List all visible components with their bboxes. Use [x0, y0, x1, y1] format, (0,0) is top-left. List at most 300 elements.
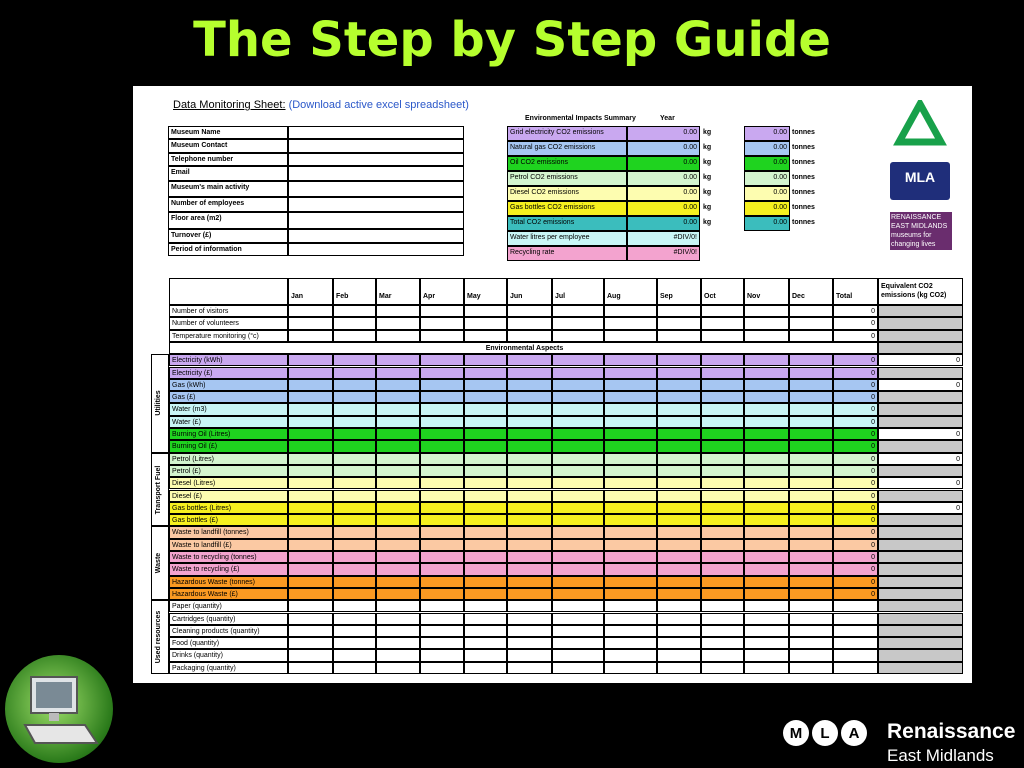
data-row-month-cell[interactable]: [789, 391, 833, 403]
data-row-month-cell[interactable]: [288, 662, 333, 674]
data-row-month-cell[interactable]: [333, 367, 376, 379]
data-row-month-cell[interactable]: [744, 403, 789, 415]
data-row-month-cell[interactable]: [376, 465, 420, 477]
data-row-month-cell[interactable]: [464, 367, 507, 379]
data-row-month-cell[interactable]: [507, 539, 552, 551]
data-row-month-cell[interactable]: [464, 662, 507, 674]
top-row-month-cell[interactable]: [333, 330, 376, 342]
data-row-month-cell[interactable]: [288, 613, 333, 625]
info-input[interactable]: [288, 126, 464, 139]
data-row-month-cell[interactable]: [604, 490, 657, 502]
data-row-month-cell[interactable]: [333, 526, 376, 538]
data-row-month-cell[interactable]: [464, 637, 507, 649]
data-row-month-cell[interactable]: [507, 576, 552, 588]
data-row-month-cell[interactable]: [657, 367, 701, 379]
data-row-month-cell[interactable]: [744, 637, 789, 649]
data-row-month-cell[interactable]: [507, 613, 552, 625]
data-row-month-cell[interactable]: [288, 600, 333, 612]
data-row-month-cell[interactable]: [552, 391, 604, 403]
data-row-month-cell[interactable]: [657, 453, 701, 465]
data-row-month-cell[interactable]: [552, 563, 604, 575]
data-row-month-cell[interactable]: [701, 588, 744, 600]
data-row-month-cell[interactable]: [789, 526, 833, 538]
data-row-month-cell[interactable]: [507, 391, 552, 403]
data-row-month-cell[interactable]: [657, 514, 701, 526]
data-row-month-cell[interactable]: [288, 453, 333, 465]
data-row-month-cell[interactable]: [420, 379, 464, 391]
data-row-month-cell[interactable]: [789, 563, 833, 575]
top-row-month-cell[interactable]: [744, 305, 789, 317]
data-row-month-cell[interactable]: [333, 403, 376, 415]
data-row-month-cell[interactable]: [744, 588, 789, 600]
top-row-month-cell[interactable]: [789, 330, 833, 342]
data-row-month-cell[interactable]: [507, 379, 552, 391]
data-row-month-cell[interactable]: [789, 428, 833, 440]
info-input[interactable]: [288, 243, 464, 256]
data-row-month-cell[interactable]: [789, 354, 833, 366]
info-input[interactable]: [288, 197, 464, 212]
data-row-month-cell[interactable]: [333, 416, 376, 428]
data-row-month-cell[interactable]: [604, 649, 657, 661]
data-row-month-cell[interactable]: [507, 477, 552, 489]
data-row-month-cell[interactable]: [333, 563, 376, 575]
data-row-month-cell[interactable]: [789, 649, 833, 661]
data-row-month-cell[interactable]: [420, 637, 464, 649]
data-row-month-cell[interactable]: [701, 613, 744, 625]
data-row-month-cell[interactable]: [420, 551, 464, 563]
data-row-month-cell[interactable]: [552, 526, 604, 538]
data-row-month-cell[interactable]: [288, 379, 333, 391]
data-row-month-cell[interactable]: [701, 526, 744, 538]
data-row-month-cell[interactable]: [464, 600, 507, 612]
data-row-month-cell[interactable]: [420, 440, 464, 452]
data-row-month-cell[interactable]: [604, 367, 657, 379]
data-row-month-cell[interactable]: [552, 367, 604, 379]
data-row-month-cell[interactable]: [657, 428, 701, 440]
data-row-month-cell[interactable]: [507, 367, 552, 379]
data-row-month-cell[interactable]: [507, 465, 552, 477]
data-row-month-cell[interactable]: [333, 490, 376, 502]
data-row-month-cell[interactable]: [507, 440, 552, 452]
data-row-month-cell[interactable]: [464, 514, 507, 526]
data-row-month-cell[interactable]: [333, 539, 376, 551]
data-row-month-cell[interactable]: [376, 354, 420, 366]
data-row-month-cell[interactable]: [701, 367, 744, 379]
data-row-month-cell[interactable]: [376, 576, 420, 588]
data-row-month-cell[interactable]: [604, 613, 657, 625]
top-row-month-cell[interactable]: [464, 317, 507, 329]
data-row-month-cell[interactable]: [420, 576, 464, 588]
data-row-month-cell[interactable]: [657, 416, 701, 428]
data-row-month-cell[interactable]: [604, 440, 657, 452]
data-row-month-cell[interactable]: [657, 379, 701, 391]
data-row-month-cell[interactable]: [789, 379, 833, 391]
data-row-month-cell[interactable]: [604, 563, 657, 575]
data-row-month-cell[interactable]: [657, 588, 701, 600]
data-row-month-cell[interactable]: [288, 514, 333, 526]
data-row-month-cell[interactable]: [376, 551, 420, 563]
data-row-month-cell[interactable]: [376, 514, 420, 526]
data-row-month-cell[interactable]: [701, 403, 744, 415]
data-row-month-cell[interactable]: [376, 649, 420, 661]
data-row-month-cell[interactable]: [744, 600, 789, 612]
data-row-month-cell[interactable]: [552, 416, 604, 428]
data-row-month-cell[interactable]: [507, 600, 552, 612]
data-row-month-cell[interactable]: [744, 502, 789, 514]
data-row-month-cell[interactable]: [744, 453, 789, 465]
data-row-month-cell[interactable]: [657, 477, 701, 489]
data-row-month-cell[interactable]: [507, 662, 552, 674]
data-row-month-cell[interactable]: [604, 625, 657, 637]
data-row-month-cell[interactable]: [552, 403, 604, 415]
data-row-month-cell[interactable]: [464, 453, 507, 465]
data-row-month-cell[interactable]: [333, 354, 376, 366]
data-row-month-cell[interactable]: [333, 600, 376, 612]
data-row-month-cell[interactable]: [288, 526, 333, 538]
data-row-month-cell[interactable]: [288, 403, 333, 415]
top-row-month-cell[interactable]: [420, 330, 464, 342]
data-row-month-cell[interactable]: [333, 551, 376, 563]
data-row-month-cell[interactable]: [464, 539, 507, 551]
data-row-month-cell[interactable]: [744, 416, 789, 428]
data-row-month-cell[interactable]: [420, 490, 464, 502]
data-row-month-cell[interactable]: [744, 526, 789, 538]
data-row-month-cell[interactable]: [464, 576, 507, 588]
data-row-month-cell[interactable]: [701, 649, 744, 661]
data-row-month-cell[interactable]: [701, 477, 744, 489]
data-row-month-cell[interactable]: [288, 588, 333, 600]
data-row-month-cell[interactable]: [552, 662, 604, 674]
data-row-month-cell[interactable]: [464, 649, 507, 661]
data-row-month-cell[interactable]: [464, 625, 507, 637]
data-row-month-cell[interactable]: [789, 440, 833, 452]
top-row-month-cell[interactable]: [604, 330, 657, 342]
top-row-month-cell[interactable]: [552, 330, 604, 342]
data-row-month-cell[interactable]: [333, 453, 376, 465]
data-row-month-cell[interactable]: [288, 428, 333, 440]
data-row-month-cell[interactable]: [464, 440, 507, 452]
top-row-month-cell[interactable]: [789, 317, 833, 329]
data-row-month-cell[interactable]: [507, 649, 552, 661]
data-row-month-cell[interactable]: [604, 526, 657, 538]
data-row-month-cell[interactable]: [288, 465, 333, 477]
data-row-month-cell[interactable]: [701, 576, 744, 588]
data-row-month-cell[interactable]: [376, 526, 420, 538]
data-row-month-cell[interactable]: [288, 625, 333, 637]
data-row-month-cell[interactable]: [744, 649, 789, 661]
data-row-month-cell[interactable]: [507, 526, 552, 538]
data-row-month-cell[interactable]: [744, 625, 789, 637]
data-row-month-cell[interactable]: [376, 477, 420, 489]
data-row-month-cell[interactable]: [333, 465, 376, 477]
data-row-month-cell[interactable]: [507, 588, 552, 600]
data-row-month-cell[interactable]: [376, 391, 420, 403]
top-row-month-cell[interactable]: [376, 317, 420, 329]
data-row-month-cell[interactable]: [657, 637, 701, 649]
data-row-month-cell[interactable]: [657, 526, 701, 538]
data-row-month-cell[interactable]: [701, 662, 744, 674]
data-row-month-cell[interactable]: [507, 563, 552, 575]
data-row-month-cell[interactable]: [288, 539, 333, 551]
data-row-month-cell[interactable]: [789, 367, 833, 379]
data-row-month-cell[interactable]: [420, 367, 464, 379]
data-row-month-cell[interactable]: [420, 539, 464, 551]
data-row-month-cell[interactable]: [744, 551, 789, 563]
info-input[interactable]: [288, 181, 464, 197]
data-row-month-cell[interactable]: [420, 403, 464, 415]
data-row-month-cell[interactable]: [420, 625, 464, 637]
data-row-month-cell[interactable]: [552, 354, 604, 366]
top-row-month-cell[interactable]: [464, 330, 507, 342]
data-row-month-cell[interactable]: [376, 440, 420, 452]
data-row-month-cell[interactable]: [604, 354, 657, 366]
data-row-month-cell[interactable]: [657, 539, 701, 551]
data-row-month-cell[interactable]: [376, 453, 420, 465]
data-row-month-cell[interactable]: [701, 625, 744, 637]
data-row-month-cell[interactable]: [744, 440, 789, 452]
data-row-month-cell[interactable]: [789, 403, 833, 415]
info-input[interactable]: [288, 229, 464, 243]
data-row-month-cell[interactable]: [333, 428, 376, 440]
data-row-month-cell[interactable]: [376, 625, 420, 637]
data-row-month-cell[interactable]: [744, 490, 789, 502]
data-row-month-cell[interactable]: [604, 576, 657, 588]
top-row-month-cell[interactable]: [376, 330, 420, 342]
data-row-month-cell[interactable]: [701, 600, 744, 612]
data-row-month-cell[interactable]: [420, 526, 464, 538]
data-row-month-cell[interactable]: [376, 490, 420, 502]
data-row-month-cell[interactable]: [464, 391, 507, 403]
data-row-month-cell[interactable]: [507, 625, 552, 637]
top-row-month-cell[interactable]: [552, 305, 604, 317]
data-row-month-cell[interactable]: [376, 379, 420, 391]
data-row-month-cell[interactable]: [701, 465, 744, 477]
data-row-month-cell[interactable]: [789, 453, 833, 465]
data-row-month-cell[interactable]: [552, 600, 604, 612]
top-row-month-cell[interactable]: [420, 305, 464, 317]
data-row-month-cell[interactable]: [507, 403, 552, 415]
top-row-month-cell[interactable]: [701, 305, 744, 317]
top-row-month-cell[interactable]: [552, 317, 604, 329]
data-row-month-cell[interactable]: [552, 440, 604, 452]
data-row-month-cell[interactable]: [604, 391, 657, 403]
data-row-month-cell[interactable]: [420, 514, 464, 526]
data-row-month-cell[interactable]: [789, 514, 833, 526]
data-row-month-cell[interactable]: [507, 453, 552, 465]
top-row-month-cell[interactable]: [657, 330, 701, 342]
data-row-month-cell[interactable]: [701, 379, 744, 391]
data-row-month-cell[interactable]: [789, 416, 833, 428]
data-row-month-cell[interactable]: [376, 416, 420, 428]
data-row-month-cell[interactable]: [744, 428, 789, 440]
data-row-month-cell[interactable]: [464, 588, 507, 600]
top-row-month-cell[interactable]: [701, 330, 744, 342]
top-row-month-cell[interactable]: [288, 330, 333, 342]
data-row-month-cell[interactable]: [288, 637, 333, 649]
data-row-month-cell[interactable]: [744, 662, 789, 674]
data-row-month-cell[interactable]: [376, 662, 420, 674]
data-row-month-cell[interactable]: [288, 576, 333, 588]
data-row-month-cell[interactable]: [420, 502, 464, 514]
data-row-month-cell[interactable]: [604, 403, 657, 415]
top-row-month-cell[interactable]: [288, 305, 333, 317]
top-row-month-cell[interactable]: [744, 317, 789, 329]
data-row-month-cell[interactable]: [789, 662, 833, 674]
data-row-month-cell[interactable]: [604, 662, 657, 674]
data-row-month-cell[interactable]: [604, 379, 657, 391]
info-input[interactable]: [288, 166, 464, 181]
data-row-month-cell[interactable]: [464, 563, 507, 575]
data-row-month-cell[interactable]: [604, 637, 657, 649]
data-row-month-cell[interactable]: [552, 551, 604, 563]
data-row-month-cell[interactable]: [333, 514, 376, 526]
data-row-month-cell[interactable]: [744, 613, 789, 625]
data-row-month-cell[interactable]: [464, 490, 507, 502]
data-row-month-cell[interactable]: [701, 490, 744, 502]
data-row-month-cell[interactable]: [744, 379, 789, 391]
data-row-month-cell[interactable]: [744, 354, 789, 366]
top-row-month-cell[interactable]: [464, 305, 507, 317]
data-row-month-cell[interactable]: [288, 367, 333, 379]
data-row-month-cell[interactable]: [789, 539, 833, 551]
data-row-month-cell[interactable]: [604, 514, 657, 526]
data-row-month-cell[interactable]: [701, 539, 744, 551]
data-row-month-cell[interactable]: [507, 514, 552, 526]
data-row-month-cell[interactable]: [376, 600, 420, 612]
data-row-month-cell[interactable]: [376, 539, 420, 551]
data-row-month-cell[interactable]: [604, 539, 657, 551]
data-row-month-cell[interactable]: [333, 440, 376, 452]
data-row-month-cell[interactable]: [288, 416, 333, 428]
data-row-month-cell[interactable]: [657, 600, 701, 612]
data-row-month-cell[interactable]: [657, 440, 701, 452]
data-row-month-cell[interactable]: [420, 416, 464, 428]
data-row-month-cell[interactable]: [376, 367, 420, 379]
data-row-month-cell[interactable]: [288, 391, 333, 403]
data-row-month-cell[interactable]: [604, 502, 657, 514]
data-row-month-cell[interactable]: [333, 649, 376, 661]
data-row-month-cell[interactable]: [376, 403, 420, 415]
data-row-month-cell[interactable]: [701, 514, 744, 526]
data-row-month-cell[interactable]: [604, 428, 657, 440]
data-row-month-cell[interactable]: [701, 440, 744, 452]
data-row-month-cell[interactable]: [288, 563, 333, 575]
data-row-month-cell[interactable]: [604, 416, 657, 428]
data-row-month-cell[interactable]: [552, 465, 604, 477]
data-row-month-cell[interactable]: [464, 477, 507, 489]
data-row-month-cell[interactable]: [288, 477, 333, 489]
top-row-month-cell[interactable]: [789, 305, 833, 317]
data-row-month-cell[interactable]: [701, 502, 744, 514]
data-row-month-cell[interactable]: [288, 649, 333, 661]
top-row-month-cell[interactable]: [657, 305, 701, 317]
data-row-month-cell[interactable]: [744, 477, 789, 489]
data-row-month-cell[interactable]: [333, 502, 376, 514]
data-row-month-cell[interactable]: [507, 490, 552, 502]
data-row-month-cell[interactable]: [464, 613, 507, 625]
data-row-month-cell[interactable]: [552, 625, 604, 637]
data-row-month-cell[interactable]: [552, 490, 604, 502]
data-row-month-cell[interactable]: [420, 428, 464, 440]
data-row-month-cell[interactable]: [288, 490, 333, 502]
data-row-month-cell[interactable]: [333, 391, 376, 403]
top-row-month-cell[interactable]: [604, 317, 657, 329]
data-row-month-cell[interactable]: [333, 662, 376, 674]
data-row-month-cell[interactable]: [657, 613, 701, 625]
data-row-month-cell[interactable]: [420, 662, 464, 674]
data-row-month-cell[interactable]: [552, 428, 604, 440]
data-row-month-cell[interactable]: [552, 477, 604, 489]
data-row-month-cell[interactable]: [552, 637, 604, 649]
data-row-month-cell[interactable]: [420, 563, 464, 575]
data-row-month-cell[interactable]: [701, 391, 744, 403]
data-row-month-cell[interactable]: [420, 453, 464, 465]
data-row-month-cell[interactable]: [507, 354, 552, 366]
data-row-month-cell[interactable]: [507, 416, 552, 428]
top-row-month-cell[interactable]: [376, 305, 420, 317]
data-row-month-cell[interactable]: [333, 477, 376, 489]
data-row-month-cell[interactable]: [552, 379, 604, 391]
top-row-month-cell[interactable]: [744, 330, 789, 342]
data-row-month-cell[interactable]: [464, 379, 507, 391]
data-row-month-cell[interactable]: [789, 588, 833, 600]
data-row-month-cell[interactable]: [333, 379, 376, 391]
data-row-month-cell[interactable]: [657, 662, 701, 674]
data-row-month-cell[interactable]: [464, 354, 507, 366]
info-input[interactable]: [288, 139, 464, 153]
data-row-month-cell[interactable]: [657, 551, 701, 563]
top-row-month-cell[interactable]: [420, 317, 464, 329]
data-row-month-cell[interactable]: [552, 588, 604, 600]
data-row-month-cell[interactable]: [789, 477, 833, 489]
data-row-month-cell[interactable]: [420, 465, 464, 477]
data-row-month-cell[interactable]: [744, 465, 789, 477]
data-row-month-cell[interactable]: [657, 465, 701, 477]
data-row-month-cell[interactable]: [701, 637, 744, 649]
data-row-month-cell[interactable]: [288, 502, 333, 514]
download-spreadsheet-link[interactable]: (Download active excel spreadsheet): [288, 99, 469, 111]
data-row-month-cell[interactable]: [376, 563, 420, 575]
data-row-month-cell[interactable]: [657, 576, 701, 588]
data-row-month-cell[interactable]: [552, 649, 604, 661]
data-row-month-cell[interactable]: [701, 354, 744, 366]
top-row-month-cell[interactable]: [657, 317, 701, 329]
data-row-month-cell[interactable]: [552, 539, 604, 551]
data-row-month-cell[interactable]: [420, 649, 464, 661]
data-row-month-cell[interactable]: [464, 428, 507, 440]
data-row-month-cell[interactable]: [701, 416, 744, 428]
data-row-month-cell[interactable]: [789, 600, 833, 612]
data-row-month-cell[interactable]: [420, 588, 464, 600]
data-row-month-cell[interactable]: [657, 563, 701, 575]
data-row-month-cell[interactable]: [744, 514, 789, 526]
data-row-month-cell[interactable]: [657, 391, 701, 403]
data-row-month-cell[interactable]: [604, 453, 657, 465]
info-input[interactable]: [288, 153, 464, 166]
top-row-month-cell[interactable]: [507, 305, 552, 317]
data-row-month-cell[interactable]: [744, 539, 789, 551]
top-row-month-cell[interactable]: [288, 317, 333, 329]
data-row-month-cell[interactable]: [507, 551, 552, 563]
data-row-month-cell[interactable]: [744, 576, 789, 588]
data-row-month-cell[interactable]: [789, 551, 833, 563]
data-row-month-cell[interactable]: [701, 551, 744, 563]
data-row-month-cell[interactable]: [552, 514, 604, 526]
data-row-month-cell[interactable]: [420, 354, 464, 366]
data-row-month-cell[interactable]: [657, 502, 701, 514]
data-row-month-cell[interactable]: [333, 625, 376, 637]
data-row-month-cell[interactable]: [657, 403, 701, 415]
